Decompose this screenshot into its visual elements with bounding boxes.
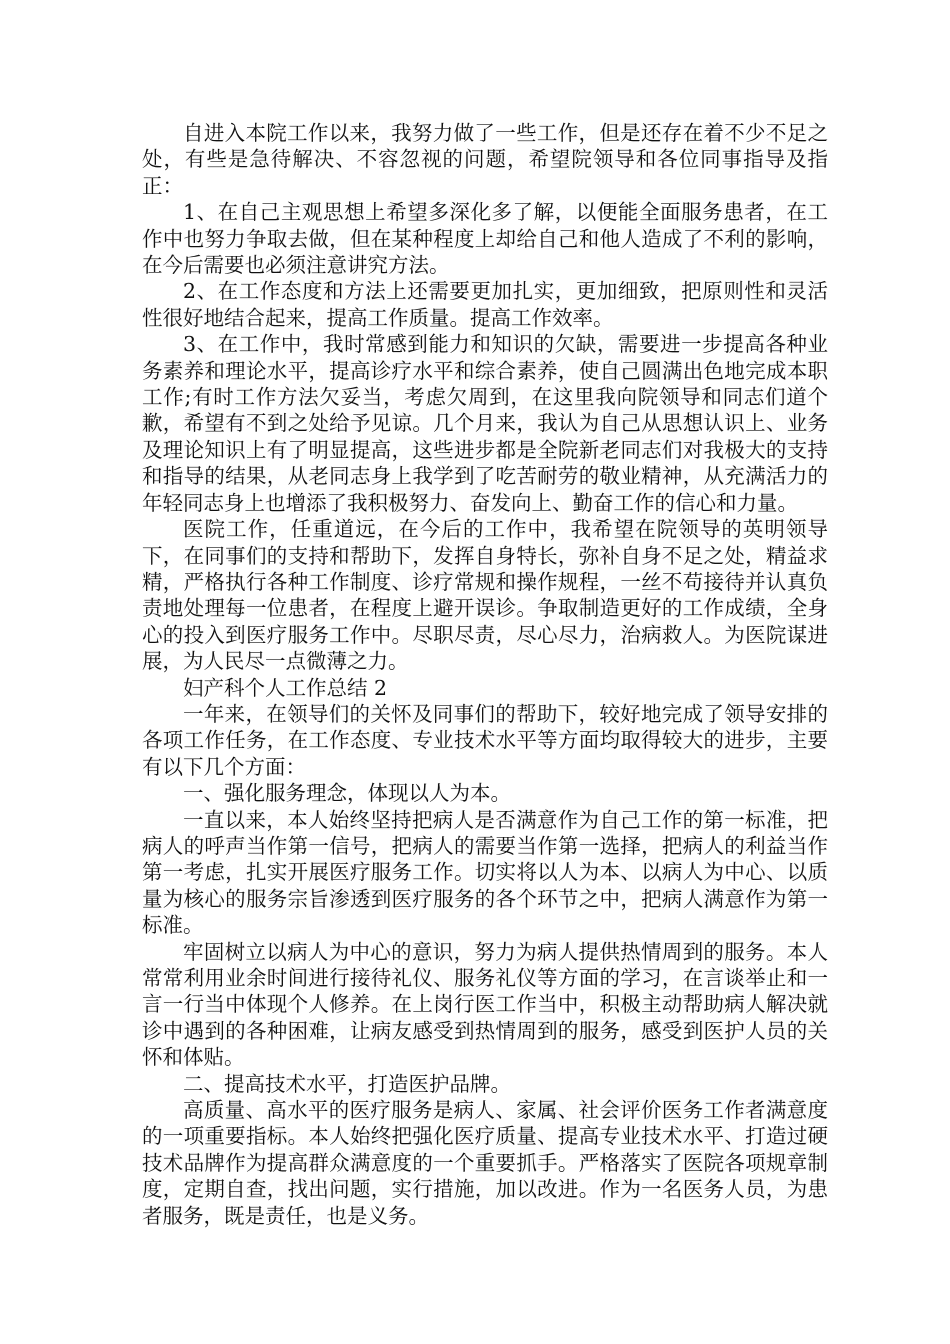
paragraph-service-1: 一直以来，本人始终坚持把病人是否满意作为自己工作的第一标准，把病人的呼声当作第一信号，把病人的需要当作第一选择，把病人的利益当作第一考虑，扎实开展医疗服务工作。切实将以人为本、以病人为中心、以质量为核心的服务宗旨渗透到医疗服务的各个环节之中，把病人满意作为第一标准。 (142, 807, 828, 938)
paragraph-summary-intro: 一年来，在领导们的关怀及同事们的帮助下，较好地完成了领导安排的各项工作任务，在工作态度、专业技术水平等方面均取得较大的进步，主要有以下几个方面： (142, 701, 828, 779)
section-heading-2: 二、提高技术水平，打造医护品牌。 (183, 1071, 511, 1096)
paragraph-item-2: 2、在工作态度和方法上还需要更加扎实，更加细致，把原则性和灵活性很好地结合起来，提高工作质量。提高工作效率。 (142, 279, 828, 330)
paragraph-service-2: 牢固树立以病人为中心的意识，努力为病人提供热情周到的服务。本人常常利用业余时间进行接待礼仪、服务礼仪等方面的学习，在言谈举止和一言一行当中体现个人修养。在上岗行医工作当中，积极主动帮助病人解决就诊中遇到的各种困难，让病友感受到热情周到的服务，感受到医护人员的关怀和体贴。 (142, 939, 828, 1070)
paragraph-item-1: 1、在自己主观思想上希望多深化多了解，以便能全面服务患者，在工作中也努力争取去做，但在某种程度上却给自己和他人造成了不利的影响，在今后需要也必须注意讲究方法。 (142, 200, 828, 278)
section-title: 妇产科个人工作总结 2 (183, 675, 388, 700)
paragraph-intro: 自进入本院工作以来，我努力做了一些工作，但是还存在着不少不足之处，有些是急待解决、不容忽视的问题，希望院领导和各位同事指导及指正： (142, 121, 828, 198)
paragraph-item-3: 3、在工作中，我时常感到能力和知识的欠缺，需要进一步提高各种业务素养和理论水平，提高诊疗水平和综合素养，使自己圆满出色地完成本职工作;有时工作方法欠妥当，考虑欠周到，在这里我向院领导和同志们道个歉，希望有不到之处给予见谅。几个月来，我认为自己从思想认识上、业务及理论知识上有了明显提高，这些进步都是全院新老同志们对我极大的支持和指导的结果，从老同志身上我学到了吃苦耐劳的敬业精神，从充满活力的年轻同志身上也增添了我积极努力、奋发向上、勤奋工作的信心和力量。 (142, 332, 828, 515)
section-heading-1: 一、强化服务理念，体现以人为本。 (183, 781, 511, 806)
paragraph-outlook: 医院工作，任重道远，在今后的工作中，我希望在院领导的英明领导下，在同事们的支持和帮助下，发挥自身特长，弥补自身不足之处，精益求精，严格执行各种工作制度、诊疗常规和操作规程，一丝不苟接待并认真负责地处理每一位患者，在程度上避开误诊。争取制造更好的工作成绩，全身心的投入到医疗服务工作中。尽职尽责，尽心尽力，治病救人。为医院谋进展，为人民尽一点微薄之力。 (142, 517, 828, 674)
document-page (142, 120, 828, 1229)
paragraph-quality: 高质量、高水平的医疗服务是病人、家属、社会评价医务工作者满意度的一项重要指标。本人始终把强化医疗质量、提高专业技术水平、打造过硬技术品牌作为提高群众满意度的一个重要抓手。严格落实了医院各项规章制度，定期自查，找出问题，实行措施，加以改进。作为一名医务人员，为患者服务，既是责任，也是义务。 (142, 1098, 828, 1228)
